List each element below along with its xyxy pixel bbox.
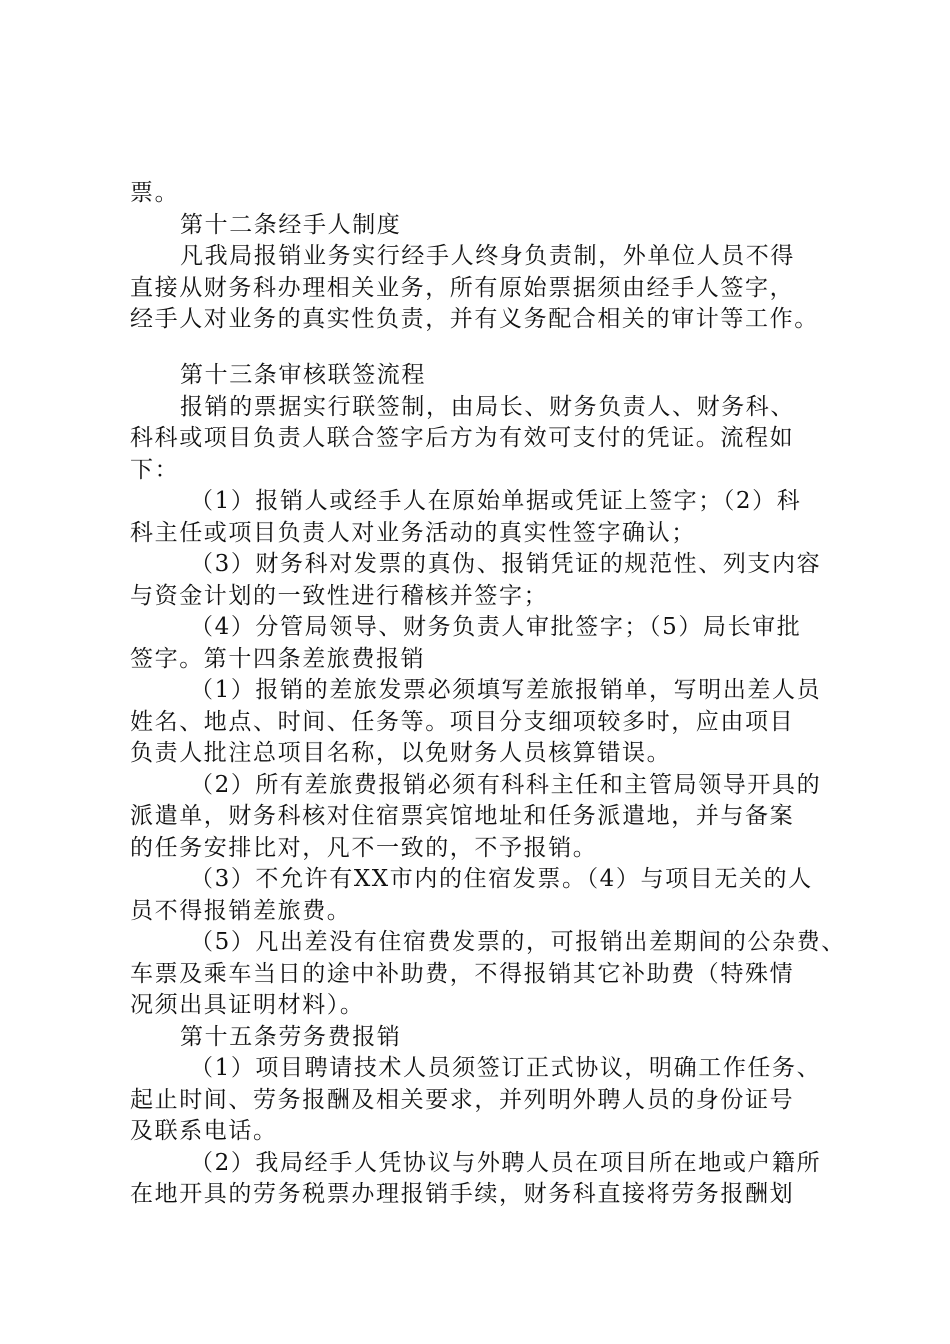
- text-line: 在地开具的劳务税票办理报销手续，财务科直接将劳务报酬划: [130, 1181, 795, 1207]
- text-line: （1）报销人或经手人在原始单据或凭证上签字；（2）科: [190, 488, 802, 514]
- text-line: 凡我局报销业务实行经手人终身负责制，外单位人员不得: [180, 243, 795, 269]
- text-line: 员不得报销差旅费。: [130, 897, 352, 924]
- text-line: 及联系电话。: [130, 1118, 278, 1144]
- text-line: （3）不允许有XX市内的住宿发票。（4）与项目无关的人: [190, 866, 813, 892]
- text-line: 票。: [130, 180, 180, 206]
- section-heading: 第十二条经手人制度: [180, 211, 402, 238]
- text-line: 经手人对业务的真实性负责，并有义务配合相关的审计等工作。: [130, 306, 819, 332]
- section-heading: 第十五条劳务费报销: [180, 1023, 402, 1050]
- text-line: 报销的票据实行联签制，由局长、财务负责人、财务科、: [180, 393, 795, 420]
- text-line: 况须出具证明材料）。: [130, 992, 365, 1018]
- text-line: 的任务安排比对，凡不一致的，不予报销。: [130, 834, 598, 861]
- text-line: 下：: [130, 456, 180, 483]
- text-line: （4）分管局领导、财务负责人审批签字；（5）局长审批: [190, 614, 802, 640]
- text-line: 车票及乘车当日的途中补助费，不得报销其它补助费（特殊情: [130, 960, 795, 987]
- text-line: 科主任或项目负责人对业务活动的真实性签字确认；: [130, 519, 696, 546]
- text-line: （3）财务科对发票的真伪、报销凭证的规范性、列支内容: [190, 551, 822, 577]
- text-line: 直接从财务科办理相关业务，所有原始票据须由经手人签字，: [130, 274, 795, 301]
- text-line: 与资金计划的一致性进行稽核并签字；: [130, 582, 549, 609]
- text-line: （2）所有差旅费报销必须有科科主任和主管局领导开具的: [190, 771, 822, 798]
- text-line: （5）凡出差没有住宿费发票的，可报销出差期间的公杂费、: [190, 929, 846, 955]
- text-line: 派遣单，财务科核对住宿票宾馆地址和任务派遣地，并与备案: [130, 803, 795, 829]
- document-body: [130, 178, 850, 1211]
- text-line: 签字。第十四条差旅费报销: [130, 645, 426, 672]
- section-heading: 第十三条审核联签流程: [180, 362, 426, 388]
- text-line: 负责人批注总项目名称，以免财务人员核算错误。: [130, 740, 672, 766]
- text-line: 科科或项目负责人联合签字后方为有效可支付的凭证。流程如: [130, 425, 795, 451]
- text-line: 起止时间、劳务报酬及相关要求，并列明外聘人员的身份证号: [130, 1086, 795, 1113]
- text-line: （1）项目聘请技术人员须签订正式协议，明确工作任务、: [190, 1055, 822, 1081]
- text-line: 姓名、地点、时间、任务等。项目分支细项较多时，应由项目: [130, 708, 795, 735]
- text-line: （2）我局经手人凭协议与外聘人员在项目所在地或户籍所: [190, 1149, 822, 1176]
- text-line: （1）报销的差旅发票必须填写差旅报销单，写明出差人员: [190, 677, 822, 703]
